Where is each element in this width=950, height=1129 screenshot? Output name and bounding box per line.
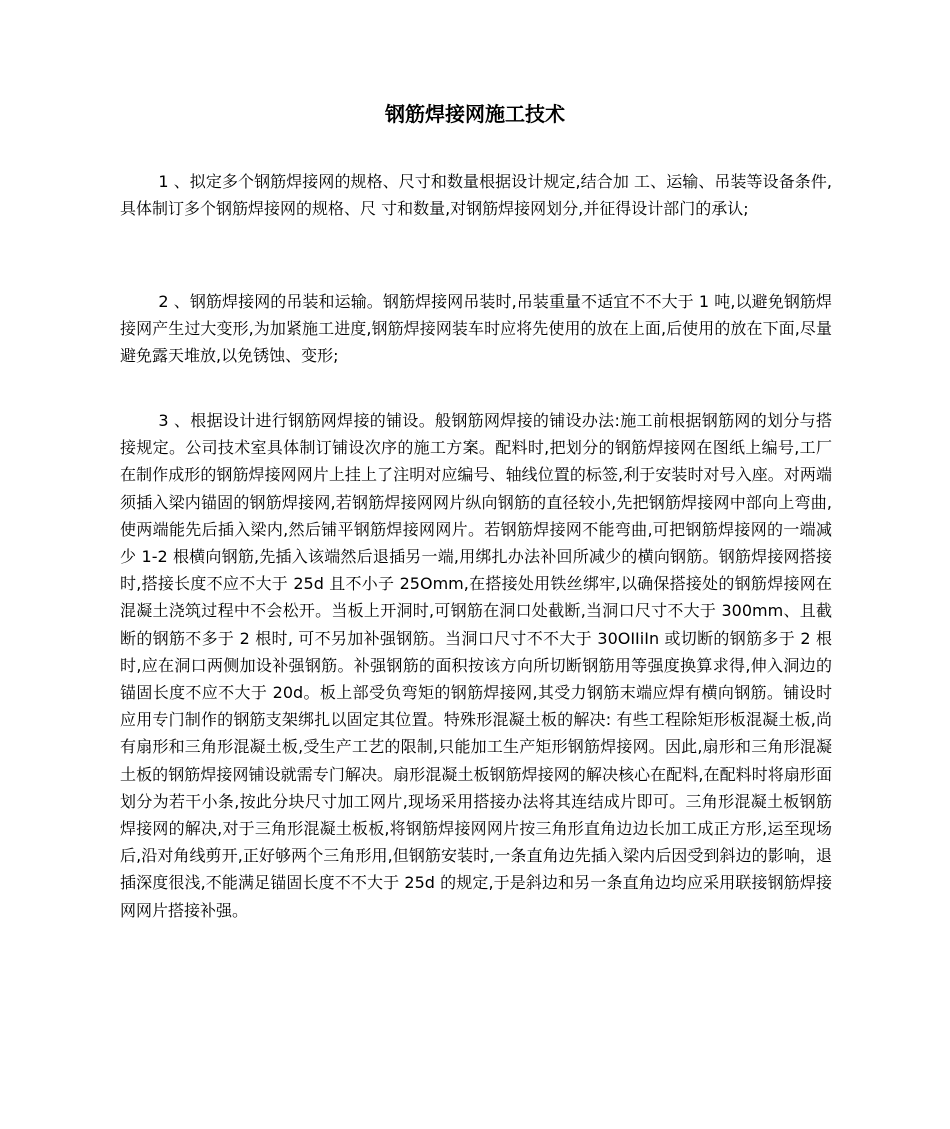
paragraph-1: 1 、拟定多个钢筋焊接网的规格、尺寸和数量根据设计规定,结合加 工、运输、吊装等设备条件,具体制订多个钢筋焊接网的规格、尺 寸和数量,对钢筋焊接网划分,并征得设计部门的承认; — [120, 172, 832, 219]
paragraph-2: 2 、钢筋焊接网的吊装和运输。钢筋焊接网吊装时,吊装重量不适宜不不大于 1 吨,以避免钢筋焊接网产生过大变形,为加紧施工进度,钢筋焊接网装车时应将先使用的放在上面,后使用的放在下面,尽量避免露天堆放,以免锈蚀、变形; — [120, 292, 832, 366]
paragraph-3: 3 、根据设计进行钢筋网焊接的铺设。般钢筋网焊接的铺设办法:施工前根据钢筋网的划分与搭接规定。公司技术室具体制订铺设次序的施工方案。配料时,把划分的钢筋焊接网在图纸上编号,工厂在制作成形的钢筋焊接网网片上挂上了注明对应编号、轴线位置的标签,利于安装时对号入座。对两端须插入梁内锚固的钢筋焊接网,若钢筋焊接网网片纵向钢筋的直径较小,先把钢筋焊接网中部向上弯曲,使两端能先后插入梁内,然后铺平钢筋焊接网网片。若钢筋焊接网不能弯曲,可把钢筋焊接网的一端减少 1-2 根横向钢筋,先插入该端然后退插另一端,用绑扎办法补回所减少的横向钢筋。钢筋焊接网搭接时,搭接长度不应不大于 25d 且不小子 25Omm,在搭接处用铁丝绑牢,以确保搭接处的钢筋焊接网在混凝土浇筑过程中不会松开。当板上开洞时,可钢筋在洞口处截断,当洞口尺寸不大于 300mm、且截断的钢筋不多于 2 根时, 可不另加补强钢筋。当洞口尺寸不不大于 30OIIiIn 或切断的钢筋多于 2 根时,应在洞口两侧加设补强钢筋。补强钢筋的面积按该方向所切断钢筋用等强度换算求得,伸入洞边的锚固长度不应不大于 20d。板上部受负弯矩的钢筋焊接网,其受力钢筋末端应焊有横向钢筋。铺设时应用专门制作的钢筋支架绑扎以固定其位置。特殊形混凝土板的解决: 有些工程除矩形板混凝土板,尚有扇形和三角形混凝土板,受生产工艺的限制,只能加工生产矩形钢筋焊接网。因此,扇形和三角形混凝土板的钢筋焊接网铺设就需专门解决。扇形混凝土板钢筋焊接网的解决核心在配料,在配料时将扇形面划分为若干小条,按此分块尺寸加工网片,现场采用搭接办法将其连结成片即可。三角形混凝土板钢筋焊接网的解决,对于三角形混凝土板板,将钢筋焊接网网片按三角形直角边边长加工成正方形,运至现场后,沿对角线剪开,正好够两个三角形用,但钢筋安装时,一条直角边先插入梁内后因受到斜边的影响，退插深度很浅,不能满足锚固长度不不大于 25d 的规定,于是斜边和另一条直角边均应采用联接钢筋焊接网网片搭接补强。 — [120, 411, 832, 920]
document-title: 钢筋焊接网施工技术 — [385, 102, 565, 126]
